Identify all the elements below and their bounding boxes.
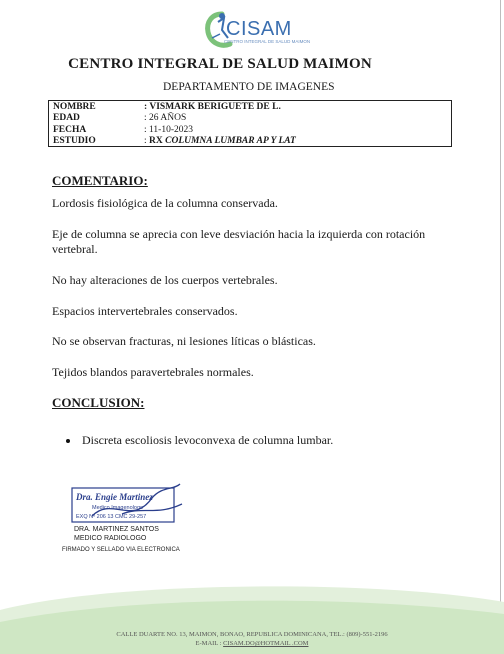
svg-text:Dra. Engie Martinez: Dra. Engie Martinez: [76, 492, 153, 502]
signature-note: FIRMADO Y SELLADO VIA ELECTRONICA: [62, 547, 180, 553]
comentario-paragraph: Espacios intervertebrales conservados.: [52, 304, 238, 318]
comentario-paragraph: No hay alteraciones de los cuerpos vertebrales.: [52, 273, 278, 287]
page-edge: [500, 0, 501, 654]
report-title: [0, 56, 504, 73]
comentario-paragraph: Eje de columna se aprecia con leve desviación hacia la izquierda con rotación vertebral.: [52, 227, 426, 256]
nombre-label: NOMBRE: [53, 102, 96, 112]
svg-text:Medico Imagenologo: Medico Imagenologo: [92, 505, 144, 511]
comentario-heading: COMENTARIO:: [52, 173, 148, 188]
logo-subtitle: CENTRO INTEGRAL DE SALUD MAIMON: [224, 39, 311, 44]
fecha-sep: :: [144, 125, 150, 135]
svg-text:EXQ Nº 206 13 CMC 29-257: EXQ Nº 206 13 CMC 29-257: [76, 514, 147, 520]
estudio-value: [144, 135, 296, 147]
nombre-text: VISMARK BERIGUETE DE L.: [149, 102, 281, 112]
estudio-sep: :: [144, 136, 150, 146]
footer-address: CALLE DUARTE NO. 13, MAIMON, BONAO, REPUBLICA DOMINICANA, TEL.: (809)-551-2196: [116, 631, 388, 638]
footer-email-line: [0, 640, 504, 647]
conclusion-item: Discreta escoliosis levoconvexa de columna lumbar.: [82, 433, 334, 447]
estudio-text: COLUMNA LUMBAR AP Y LAT: [165, 136, 296, 146]
estudio-label: ESTUDIO: [53, 136, 96, 146]
footer-email-label: E-MAIL :: [195, 640, 224, 647]
doctor-name: DRA. MARTINEZ SANTOS: [74, 526, 159, 533]
edad-text: 26 AÑOS: [149, 113, 187, 123]
estudio-prefix: RX: [149, 136, 166, 146]
comentario-paragraph: No se observan fracturas, ni lesiones líticas o blásticas.: [52, 334, 316, 348]
footer-email-link[interactable]: CISAM.DO@HOTMAIL .COM: [223, 640, 309, 647]
fecha-text: 11-10-2023: [149, 125, 193, 135]
department-title: DEPARTAMENTO DE IMAGENES: [163, 81, 335, 93]
patient-info-box: [48, 100, 452, 147]
conclusion-heading: CONCLUSION:: [52, 395, 145, 410]
bullet-dot-icon: [66, 439, 70, 443]
edad-label: EDAD: [53, 113, 80, 123]
nombre-sep: :: [144, 102, 150, 112]
report-title-text: CENTRO INTEGRAL DE SALUD MAIMON: [68, 56, 372, 72]
comentario-paragraph: Tejidos blandos paravertebrales normales.: [52, 365, 254, 379]
comentario-paragraph: Lordosis fisiológica de la columna conservada.: [52, 196, 278, 210]
fecha-label: FECHA: [53, 125, 87, 135]
edad-value: [144, 112, 186, 124]
edad-sep: :: [144, 113, 150, 123]
doctor-role: MEDICO RADIOLOGO: [74, 535, 147, 542]
logo-wordmark: CISAM: [226, 18, 292, 40]
